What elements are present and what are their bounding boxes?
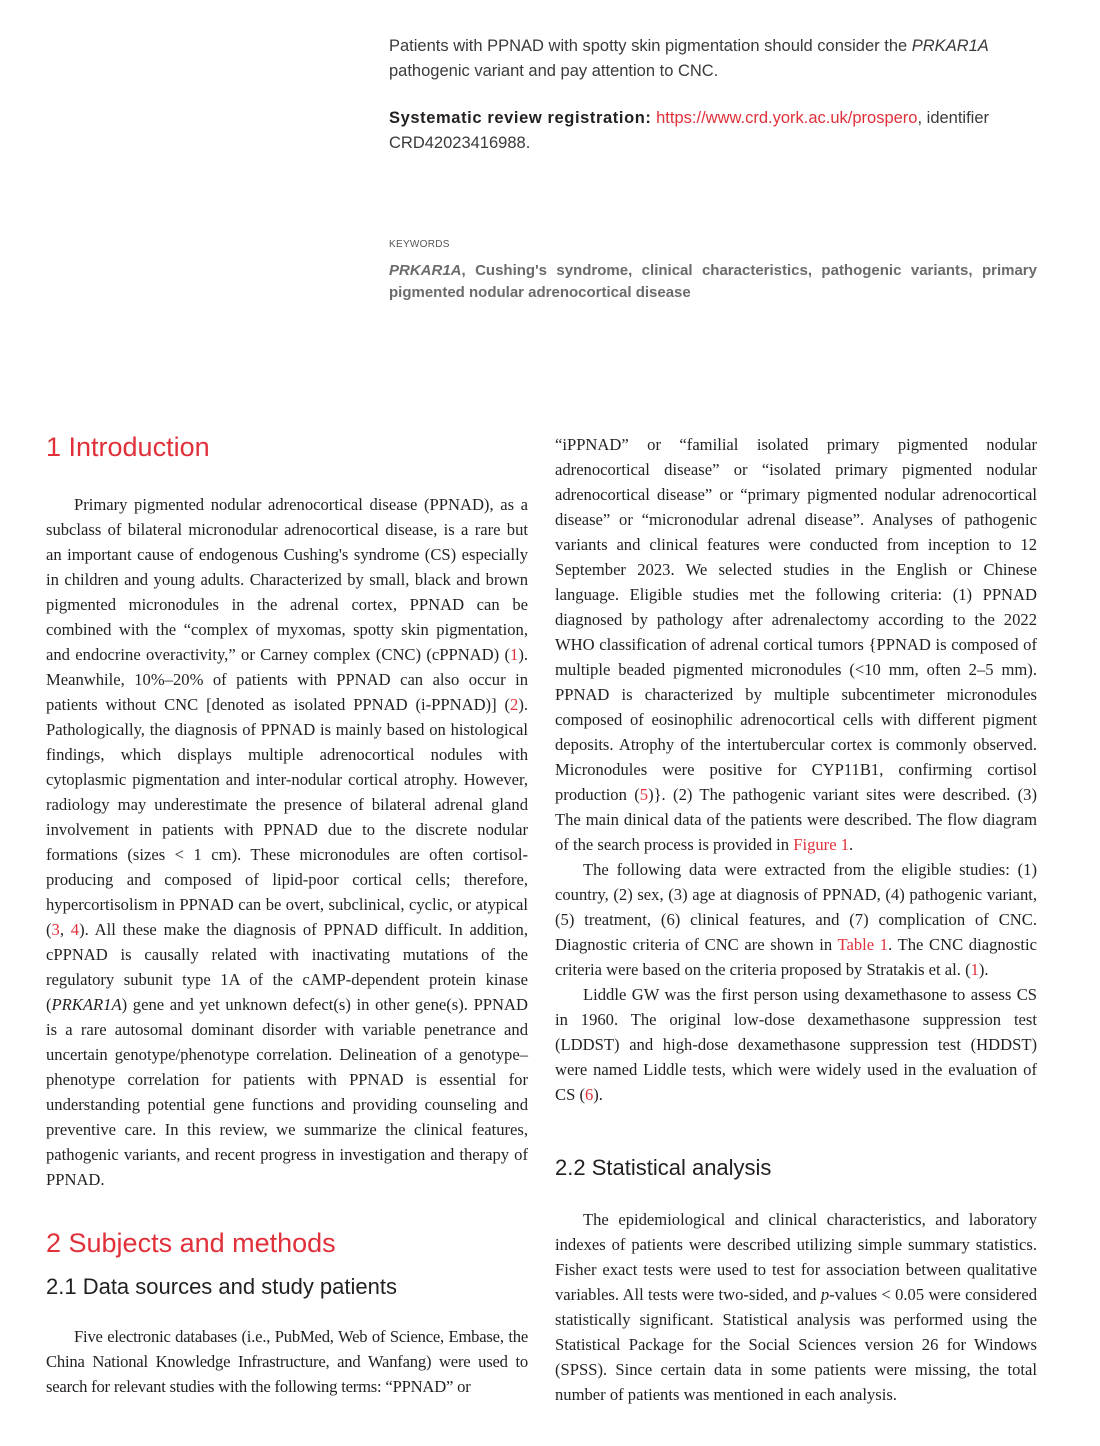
keywords-block xyxy=(389,239,1037,304)
citation-link[interactable]: 5 xyxy=(639,785,649,804)
citation-link[interactable]: 2 xyxy=(510,695,519,714)
keywords-label: KEYWORDS xyxy=(389,239,450,250)
keywords-list: PRKAR1A, Cushing's syndrome, clinical characteristics, pathogenic variants, primary pigmented nodular adrenocortical disease xyxy=(389,262,1037,301)
citation-link[interactable]: 3 xyxy=(51,920,60,939)
table-link[interactable]: Table 1 xyxy=(837,935,889,954)
conclusion-text: Patients with PPNAD with spotty skin pigmentation should consider the PRKAR1A pathogenic variant and pay attention to CNC. xyxy=(389,37,989,80)
gene-name: PRKAR1A xyxy=(51,995,122,1014)
gene-name: PRKAR1A xyxy=(911,37,989,55)
abstract-conclusion xyxy=(389,34,1037,156)
figure-link[interactable]: Figure 1 xyxy=(793,835,850,854)
data-sources-paragraph-continued: “iPPNAD” or “familial isolated primary pigmented nodular adrenocortical disease” or “isolated primary pigmented nodular adrenocortical disease” or “primary pigmented nodular adrenocortical disease” or “micronodular adrenal disease”. Analyses of pathogenic variants and clinical features were conducted from inception to 12 September 2023. We selected studies in the English or Chinese language. Eligible studies met the following criteria: (1) PPNAD diagnosed by pathology after adrenalectomy according to the 2022 WHO classification of adrenal cortical tumors {PPNAD is composed of multiple beaded pigmented micronodules (<10 mm, often 2–5 mm). PPNAD is characterized by multiple subcentimeter micronodules composed of eosinophilic adrenocortical cells with different pigment deposits. Atrophy of the intertubercular cortex is commonly observed. Micronodules were positive for CYP11B1, confirming cortisol production (5)}. (2) The pathogenic variant sites were described. (3) The main dinical data of the patients were described. The flow diagram of the search process is provided in Figure 1. xyxy=(555,435,1037,854)
introduction-paragraph: Primary pigmented nodular adrenocortical disease (PPNAD), as a subclass of bilateral micronodular adrenocortical disease, is a rare but an important cause of endogenous Cushing's syndrome (CS) especially in children and young adults. Characterized by small, black and brown pigmented micronodules in the adrenal cortex, PPNAD can be combined with the “complex of myxomas, spotty skin pigmentation, and endocrine overactivity,” or Carney complex (CNC) (cPPNAD) (1). Meanwhile, 10%–20% of patients with PPNAD can also occur in patients without CNC [denoted as isolated PPNAD (i-PPNAD)] (2). Pathologically, the diagnosis of PPNAD is mainly based on histological findings, which displays multiple adrenocortical nodules with cytoplasmic pigmentation and inter-nodular cortical atrophy. However, radiology may underestimate the presence of bilateral adrenal gland involvement in patients with PPNAD due to the discrete nodular formations (sizes < 1 cm). These micronodules are often cortisol-producing and composed of lipid-poor cortical cells; therefore, hypercortisolism in PPNAD can be overt, subclinical, cyclic, or atypical (3, 4). All these make the diagnosis of PPNAD difficult. In addition, cPPNAD is causally related with inactivating mutations of the regulatory subunit type 1A of the cAMP-dependent protein kinase (PRKAR1A) gene and yet unknown defect(s) in other gene(s). PPNAD is a rare autosomal dominant disorder with variable penetrance and uncertain genotype/phenotype correlation. Delineation of a genotype–phenotype correlation for patients with PPNAD is essential for understanding potential gene functions and providing counseling and preventive care. In this review, we summarize the clinical features, pathogenic variants, and recent progress in investigation and therapy of PPNAD. xyxy=(46,495,529,1189)
statistical-analysis-paragraph: The epidemiological and clinical characteristics, and laboratory indexes of patients were described utilizing simple summary statistics. Fisher exact tests were used to test for association between qualitative variables. All tests were two-sided, and p-values < 0.05 were considered statistically significant. Statistical analysis was performed using the Statistical Package for the Social Sciences version 26 for Windows (SPSS). Since certain data in some patients were missing, the total number of patients was mentioned in each analysis. xyxy=(555,1210,1037,1404)
data-sources-paragraph: Five electronic databases (i.e., PubMed, Web of Science, Embase, the China National Knowledge Infrastructure, and Wanfang) were used to search for relevant studies with the following terms: “PPNAD” or xyxy=(46,1327,528,1396)
registration-label: Systematic review registration: xyxy=(389,109,652,127)
citation-link[interactable]: 4 xyxy=(70,920,80,939)
section-heading-introduction: 1 Introduction xyxy=(46,432,210,462)
left-column xyxy=(46,430,528,1399)
right-column xyxy=(555,432,1037,1407)
subsection-heading-data-sources: 2.1 Data sources and study patients xyxy=(46,1274,397,1299)
citation-link[interactable]: 1 xyxy=(510,645,519,664)
citation-link[interactable]: 1 xyxy=(970,960,979,979)
extraction-paragraph: The following data were extracted from the eligible studies: (1) country, (2) sex, (3) age at diagnosis of PPNAD, (4) pathogenic variant, (5) treatment, (6) clinical features, and (7) complication of CNC. Diagnostic criteria of CNC are shown in Table 1. The CNC diagnostic criteria were based on the criteria proposed by Stratakis et al. (1). xyxy=(555,860,1038,979)
registration: Systematic review registration: https://www.crd.york.ac.uk/prospero, identifier CRD42023416988. xyxy=(389,109,990,152)
citation-link[interactable]: 6 xyxy=(584,1085,594,1104)
continuation-text: “iPPNAD” or “familial isolated primary pigmented nodular adrenocortical disease” or “isolated primary pigmented nodular adrenocortical disease” or “primary pigmented nodular adrenocortical disease” or “micronodular adrenal disease”. Analyses of pathogenic variants and clinical features were conducted from inception to 12 September 2023. We selected studies in the English or Chinese language. Eligible studies met the following criteria: (1) PPNAD diagnosed by pathology after adrenalectomy according to the 2022 WHO classification of adrenal cortical tumors {PPNAD is composed of multiple beaded pigmented micronodules (<10 mm, often 2–5 mm). PPNAD is characterized by multiple subcentimeter micronodules composed of eosinophilic adrenocortical cells with different pigment deposits. Atrophy of the intertubercular cortex is commonly observed. Micronodules were positive for CYP11B1, confirming cortisol production ( xyxy=(555,435,1037,804)
liddle-paragraph: Liddle GW was the first person using dexamethasone to assess CS in 1960. The original low-dose dexamethasone suppression test (LDDST) and high-dose dexamethasone suppression test (HDDST) were named Liddle tests, which were widely used in the evaluation of CS (6). xyxy=(555,985,1037,1104)
subsection-heading-statistical-analysis: 2.2 Statistical analysis xyxy=(555,1155,772,1180)
prospero-link[interactable]: https://www.crd.york.ac.uk/prospero xyxy=(656,109,918,127)
section-heading-subjects-methods: 2 Subjects and methods xyxy=(46,1228,336,1258)
